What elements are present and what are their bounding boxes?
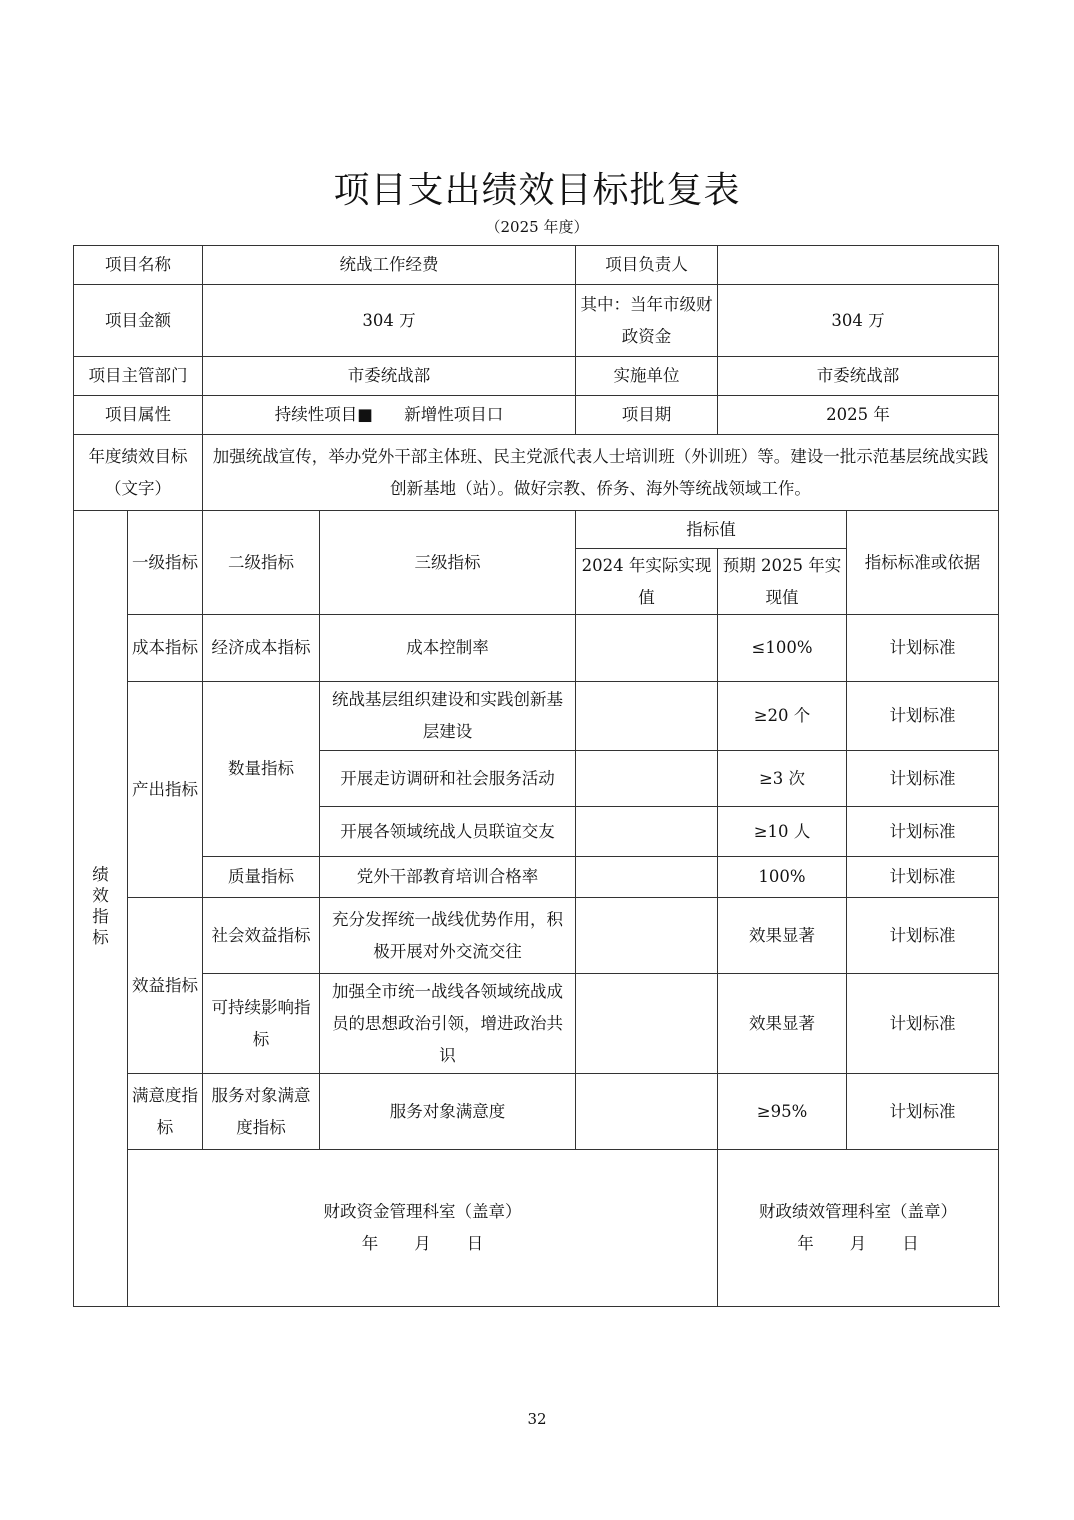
level3-cell: 统战基层组织建设和实践创新基层建设 <box>320 682 576 751</box>
header-actual-2024: 2024 年实际实现值 <box>576 549 718 615</box>
row-project-attribute <box>74 396 999 435</box>
level3-cell: 开展走访调研和社会服务活动 <box>320 751 576 807</box>
value-implementing-unit: 市委统战部 <box>718 357 999 396</box>
row-project-amount <box>74 285 999 357</box>
header-standard-basis: 指标标准或依据 <box>847 511 999 615</box>
signature-right <box>718 1150 999 1307</box>
label-project-period: 项目期 <box>576 396 718 435</box>
signature-right-label: 财政绩效管理科室（盖章） <box>759 1202 957 1221</box>
actual-cell <box>576 615 718 682</box>
level1-output: 产出指标 <box>128 682 203 898</box>
signature-right-date: 年 月 日 <box>797 1234 919 1253</box>
basis-cell: 计划标准 <box>847 974 999 1074</box>
row-project-name <box>74 246 999 285</box>
level2-satisfaction: 服务对象满意度指标 <box>203 1074 320 1150</box>
table-row <box>74 974 999 1074</box>
row-signatures <box>74 1150 999 1307</box>
value-project-amount: 304 万 <box>203 285 576 357</box>
header-expected-2025: 预期 2025 年实现值 <box>718 549 847 615</box>
value-municipal-funds: 304 万 <box>718 285 999 357</box>
actual-cell <box>576 682 718 751</box>
value-project-attribute <box>203 396 576 435</box>
level3-cell: 党外干部教育培训合格率 <box>320 857 576 898</box>
table-row <box>74 857 999 898</box>
header-indicator-value: 指标值 <box>576 511 847 549</box>
basis-cell: 计划标准 <box>847 682 999 751</box>
level2-social: 社会效益指标 <box>203 898 320 974</box>
value-project-period: 2025 年 <box>718 396 999 435</box>
table-row <box>74 898 999 974</box>
expected-cell: ≥10 人 <box>718 807 847 857</box>
label-perf-indicators: 绩效指标 <box>74 511 128 1307</box>
actual-cell <box>576 857 718 898</box>
row-annual-goal <box>74 435 999 511</box>
basis-cell: 计划标准 <box>847 751 999 807</box>
basis-cell: 计划标准 <box>847 807 999 857</box>
level1-cost: 成本指标 <box>128 615 203 682</box>
attr-continuing: 持续性项目■ <box>274 405 373 424</box>
level3-cell: 充分发挥统一战线优势作用，积极开展对外交流交往 <box>320 898 576 974</box>
header-level3: 三级指标 <box>320 511 576 615</box>
row-departments <box>74 357 999 396</box>
basis-cell: 计划标准 <box>847 1074 999 1150</box>
expected-cell: ≥20 个 <box>718 682 847 751</box>
basis-cell: 计划标准 <box>847 898 999 974</box>
value-project-owner <box>718 246 999 285</box>
expected-cell: ≤100% <box>718 615 847 682</box>
signature-left-label: 财政资金管理科室（盖章） <box>323 1202 522 1221</box>
signature-left-date: 年 月 日 <box>361 1234 484 1253</box>
label-project-owner: 项目负责人 <box>576 246 718 285</box>
value-annual-goal: 加强统战宣传，举办党外干部主体班、民主党派代表人士培训班（外训班）等。建设一批示范基层统战实践创新基地（站）。做好宗教、侨务、海外等统战领域工作。 <box>203 435 999 511</box>
level3-cell: 成本控制率 <box>320 615 576 682</box>
actual-cell <box>576 898 718 974</box>
header-level1: 一级指标 <box>128 511 203 615</box>
level3-cell: 服务对象满意度 <box>320 1074 576 1150</box>
page-number: 32 <box>527 1410 547 1428</box>
page-title: 项目支出绩效目标批复表 <box>333 170 741 211</box>
level1-benefit: 效益指标 <box>128 898 203 1074</box>
value-project-name: 统战工作经费 <box>203 246 576 285</box>
label-implementing-unit: 实施单位 <box>576 357 718 396</box>
basis-cell: 计划标准 <box>847 857 999 898</box>
row-indicator-header-1 <box>74 511 999 549</box>
label-supervising-dept: 项目主管部门 <box>74 357 203 396</box>
expected-cell: 效果显著 <box>718 974 847 1074</box>
actual-cell <box>576 807 718 857</box>
expected-cell: 100% <box>718 857 847 898</box>
level2-economic-cost: 经济成本指标 <box>203 615 320 682</box>
actual-cell <box>576 1074 718 1150</box>
level2-sustainable: 可持续影响指标 <box>203 974 320 1074</box>
level1-satisfaction: 满意度指标 <box>128 1074 203 1150</box>
table-row <box>74 615 999 682</box>
level3-cell: 加强全市统一战线各领域统战成员的思想政治引领，增进政治共识 <box>320 974 576 1074</box>
level3-cell: 开展各领域统战人员联谊交友 <box>320 807 576 857</box>
page-subtitle: （2025 年度） <box>485 218 589 236</box>
label-project-name: 项目名称 <box>74 246 203 285</box>
level2-quantity: 数量指标 <box>203 682 320 857</box>
label-annual-goal: 年度绩效目标（文字） <box>74 435 203 511</box>
actual-cell <box>576 974 718 1074</box>
label-project-attribute: 项目属性 <box>74 396 203 435</box>
label-project-amount: 项目金额 <box>74 285 203 357</box>
header-level2: 二级指标 <box>203 511 320 615</box>
actual-cell <box>576 751 718 807</box>
table-row <box>74 682 999 751</box>
expected-cell: 效果显著 <box>718 898 847 974</box>
expected-cell: ≥95% <box>718 1074 847 1150</box>
level2-quality: 质量指标 <box>203 857 320 898</box>
performance-target-table <box>73 245 999 1307</box>
attr-new: 新增性项目口 <box>404 405 504 424</box>
basis-cell: 计划标准 <box>847 615 999 682</box>
label-municipal-funds: 其中：当年市级财政资金 <box>576 285 718 357</box>
value-supervising-dept: 市委统战部 <box>203 357 576 396</box>
signature-left <box>128 1150 718 1307</box>
table-row <box>74 1074 999 1150</box>
expected-cell: ≥3 次 <box>718 751 847 807</box>
